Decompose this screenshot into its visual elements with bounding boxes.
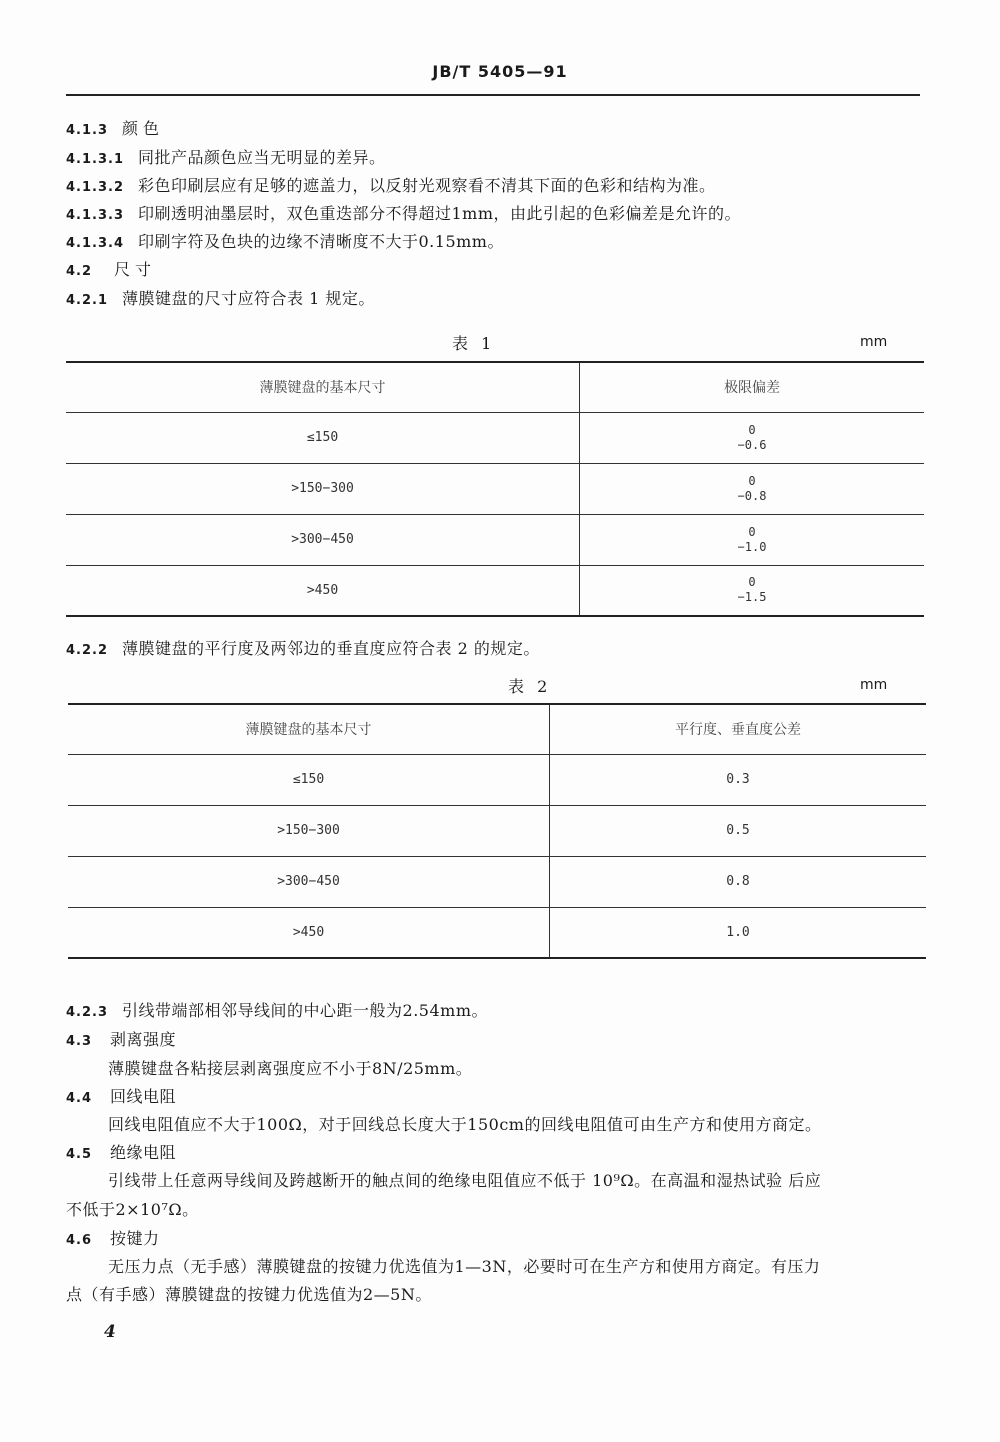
- section-text: 同批产品颜色应当无明显的差异。: [138, 148, 386, 167]
- section-4-5-body-line1: 引线带上任意两导线间及跨越断开的触点间的绝缘电阻值应不低于 10⁹Ω。在高温和湿热试验 后应: [108, 1171, 822, 1190]
- section-4-5: [66, 1140, 176, 1163]
- table-row: [66, 514, 924, 565]
- table1-unit: mm: [860, 334, 888, 350]
- section-text: 印刷字符及色块的边缘不清晰度不大于0.15mm。: [138, 232, 504, 251]
- section-number: 4.1.3.4: [66, 236, 124, 251]
- table-cell-size: >450: [68, 907, 550, 958]
- table-row: [66, 412, 924, 463]
- section-number: 4.3: [66, 1034, 93, 1049]
- section-4-4-body: 回线电阻值应不大于100Ω，对于回线总长度大于150cm的回线电阻值可由生产方和使用方商定。: [108, 1115, 822, 1134]
- section-4-3-body: 薄膜键盘各粘接层剥离强度应不小于8N/25mm。: [108, 1059, 473, 1078]
- section-4-2-1: [66, 286, 375, 309]
- table-cell-limit: 0 −1.0: [580, 514, 925, 565]
- table-cell-size: >150−300: [66, 463, 580, 514]
- header-rule: [66, 94, 920, 96]
- table2-unit: mm: [860, 677, 888, 693]
- section-number: 4.1.3.3: [66, 208, 124, 223]
- section-4-6: [66, 1226, 160, 1249]
- table-row: [66, 463, 924, 514]
- table2-caption: 表 2: [508, 677, 552, 696]
- section-4-1-3: [66, 116, 164, 139]
- table-cell-size: >300−450: [68, 856, 550, 907]
- section-number: 4.2.1: [66, 293, 109, 308]
- section-4-2-2: [66, 636, 540, 659]
- section-text: 彩色印刷层应有足够的遮盖力，以反射光观察看不清其下面的色彩和结构为准。: [138, 176, 716, 195]
- section-number: 4.5: [66, 1147, 93, 1162]
- table-cell-size: >300−450: [66, 514, 580, 565]
- section-4-1-3-2: [66, 173, 716, 196]
- section-text: 薄膜键盘的尺寸应符合表 1 规定。: [122, 289, 375, 308]
- table-cell-limit: 0 −0.6: [580, 412, 925, 463]
- section-number: 4.1.3.1: [66, 152, 124, 167]
- table-header-cell: 薄膜键盘的基本尺寸: [66, 362, 580, 412]
- table-cell-limit: 0 −1.5: [580, 565, 925, 616]
- section-text: 引线带端部相邻导线间的中心距一般为2.54mm。: [122, 1001, 488, 1020]
- section-title: 回线电阻: [110, 1087, 177, 1106]
- table1-caption: 表 1: [452, 334, 496, 353]
- table-header-cell: 平行度、垂直度公差: [550, 704, 927, 754]
- table2: [68, 703, 926, 959]
- section-number: 4.2.3: [66, 1005, 109, 1020]
- section-4-1-3-3: [66, 201, 741, 224]
- section-title: 尺寸: [114, 260, 157, 279]
- section-number: 4.2.2: [66, 643, 109, 658]
- section-title: 剥离强度: [110, 1030, 177, 1049]
- section-4-6-body-line1: 无压力点（无手感）薄膜键盘的按键力优选值为1—3N，必要时可在生产方和使用方商定。有压力: [108, 1257, 821, 1276]
- table1: [66, 361, 924, 617]
- section-4-5-body-line2: 不低于2×10⁷Ω。: [66, 1200, 199, 1219]
- table-row: [68, 754, 926, 805]
- table-row: [68, 805, 926, 856]
- table-cell-size: ≤150: [66, 412, 580, 463]
- section-title: 绝缘电阻: [110, 1143, 177, 1162]
- section-number: 4.2: [66, 264, 93, 279]
- table-header-row: [68, 704, 926, 754]
- section-text: 印刷透明油墨层时，双色重迭部分不得超过1mm，由此引起的色彩偏差是允许的。: [138, 204, 742, 223]
- section-text: 薄膜键盘的平行度及两邻边的垂直度应符合表 2 的规定。: [122, 639, 540, 658]
- section-number: 4.1.3.2: [66, 180, 124, 195]
- section-4-2-3: [66, 998, 488, 1021]
- section-title: 颜色: [122, 119, 165, 138]
- page-number: 4: [104, 1322, 116, 1342]
- table-cell-size: ≤150: [68, 754, 550, 805]
- section-4-6-body-line2: 点（有手感）薄膜键盘的按键力优选值为2—5N。: [66, 1285, 432, 1304]
- table-cell-tolerance: 1.0: [550, 907, 927, 958]
- section-4-2: [66, 257, 156, 280]
- section-number: 4.1.3: [66, 123, 109, 138]
- table-cell-limit: 0 −0.8: [580, 463, 925, 514]
- table-row: [66, 565, 924, 616]
- page-header: JB/T 5405—91: [432, 62, 568, 81]
- table-row: [68, 856, 926, 907]
- table-cell-size: >450: [66, 565, 580, 616]
- section-4-1-3-4: [66, 229, 504, 252]
- section-number: 4.4: [66, 1091, 93, 1106]
- table-header-cell: 薄膜键盘的基本尺寸: [68, 704, 550, 754]
- table-cell-tolerance: 0.3: [550, 754, 927, 805]
- table-cell-size: >150−300: [68, 805, 550, 856]
- table-cell-tolerance: 0.5: [550, 805, 927, 856]
- table-cell-tolerance: 0.8: [550, 856, 927, 907]
- section-number: 4.6: [66, 1233, 93, 1248]
- table-header-row: [66, 362, 924, 412]
- section-title: 按键力: [110, 1229, 160, 1248]
- section-4-4: [66, 1084, 176, 1107]
- section-4-3: [66, 1027, 176, 1050]
- table-header-cell: 极限偏差: [580, 362, 925, 412]
- section-4-1-3-1: [66, 145, 386, 168]
- table-row: [68, 907, 926, 958]
